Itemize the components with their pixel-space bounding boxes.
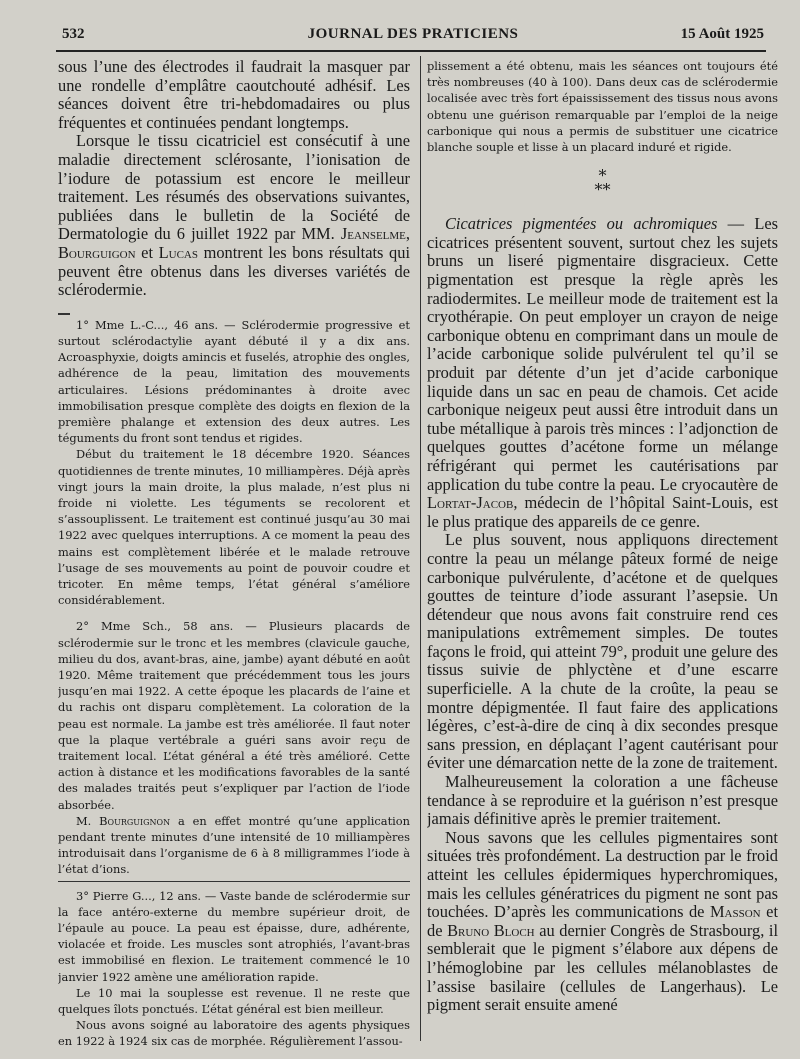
asterism-bottom: **	[594, 180, 611, 200]
paragraph: Malheureusement la coloration a une fâcheuse tendance à se reproduire et la guérison n’est presque jamais définitive après le premier traitement.	[427, 772, 778, 829]
section-separator-asterism	[427, 166, 778, 200]
asterism-top: *	[598, 166, 607, 186]
observation-1: 1° Mme L.-C..., 46 ans. — Sclérodermie progressive et surtout sclérodactylie ayant débuté il y a dix ans. Acroasphyxie, doigts amincis et fuselés, atrophie des ongles, adhérence de la peau, limitation des mouvements articulaires. Lésions prédominantes à droite avec immobilisation presque complète des doigts en flexion de la première phalange et extension des deux autres. Les téguments du front sont tendus et rigides.	[58, 317, 410, 446]
paragraph: Nous savons que les cellules pigmentaires sont situées très profondément. La destruction par le froid atteint les cellules épidermiques hyperchromiques, mais les cellules génératrices du pigment ne sont pas touchées. D’après les communications de Masson et de Bruno Bloch au dernier Congrès de Strasbourg, il semblerait que le pigment s’élabore aux dépens de l’hémoglobine par les cellules mélanoblastes de l’assise basilaire (cellules de Langerhaus). Le pigment serait ensuite amené	[427, 827, 778, 1015]
page-header	[62, 26, 764, 48]
mark-rule	[58, 313, 70, 315]
section-rule	[58, 881, 410, 882]
paragraph: sous l’une des électrodes il faudrait la masquer par une rondelle d’emplâtre caoutchouté adhésif. Les séances doivent être tri-hebdomadaires ou plus fréquentes et continuées pendant longtemps.	[58, 58, 410, 132]
paragraph: Lorsque le tissu cicatriciel est consécutif à une maladie directement sclérosante, l’ionisation de l’iodure de potassium est encore le meilleur traitement. Les résumés des observations suivantes, publiées dans le bulletin de la Société de Dermatologie du 6 juillet 1922 par MM. Jeanselme, Bourguigon et Lucas montrent les bons résultats qui peuvent être obtenus dans les diverses variétés de sclérodermie.	[58, 131, 410, 300]
paragraph: Cicatrices pigmentées ou achromiques — Les cicatrices présentent souvent, surtout chez les sujets bruns un liseré pigmentaire disgracieux. Cette pigmentation est presque la règle après les radiodermites. Le meilleur mode de traitement est la cryothérapie. On peut employer un crayon de neige carbonique obtenu en comprimant dans un moule de l’acide carbonique solide pulvérulent tel qu’il se produit par détente d’un jet d’acide carbonique liquide dans un sac en peau de chamois. Cet acide carbonique neigeux peut aussi être introduit dans un tube métallique à parois très minces : l’adjonction de quelques gouttes d’acétone forme un mélange réfrigérant qui permet les cautérisations par application du tube contre la peau. Le cryocautère de Lortat-Jacob, médecin de l’hôpital Saint-Louis, est le plus pratique des appareils de ce genre.	[427, 214, 778, 531]
continued-paragraph: plissement a été obtenu, mais les séances ont toujours été très nombreuses (40 à 100). Dans deux cas de sclérodermie localisée avec très fort épaississement des tissus nous avons obtenu une guérison remarquable par l’emploi de la neige carbonique qui nous a permis de substituer une cicatrice blanche souple et lisse à un placard induré et rigide.	[427, 59, 778, 155]
spacer	[58, 608, 410, 618]
issue-date: 15 Août 1925	[680, 26, 764, 42]
spacer	[58, 300, 410, 313]
observation-3-followup: Le 10 mai la souplesse est revenue. Il ne reste que quelques îlots ponctués. L’état général est bien meilleur.	[58, 985, 410, 1017]
observation-2: 2° Mme Sch., 58 ans. — Plusieurs placards de sclérodermie sur le tronc et les membres (clavicule gauche, milieu du dos, avant-bras, aine, jambe) ayant débuté en août 1920. Même traitement que précédemment tous les jours jusqu’en mai 1922. A cette époque les placards de l’aine et du rachis ont disparu complètement. La coloration de la peau est normale. La jambe est très améliorée. Il faut noter que la plaque vertébrale a guéri sans avoir reçu de traitement local. L’état général a été très amélioré. Cette action à distance et les modifications favorables de la santé des malades traités peut s’expliquer par l’action de l’iode absorbée.	[58, 619, 410, 812]
observation-1-followup: Début du traitement le 18 décembre 1920. Séances quotidiennes de trente minutes, 10 milliampères. Déjà après vingt jours la main droite, la plus malade, n’est plus ni froide ni violette. Les téguments se recolorent et s’assouplissent. Le traitement est continué jusqu’au 30 mai 1922 avec quelques interruptions. A ce moment la peau des mains est complètement libérée et le malade retrouve l’usage de ses mouvements au point de pouvoir coudre et tricoter. En même temps, l’état général s’améliore considérablement.	[58, 447, 410, 608]
observation-3: 3° Pierre G..., 12 ans. — Vaste bande de sclérodermie sur la face antéro-externe du membre supérieur droit, de l’épaule au pouce. La peau est épaisse, dure, adhérente, violacée et froide. Les muscles sont atrophiés, l’avant-bras est immobilisé en flexion. Le traitement commencé le 10 janvier 1922 amène une amélioration rapide.	[58, 888, 410, 984]
left-column	[58, 58, 410, 1050]
observation-3-summary: Nous avons soigné au laboratoire des agents physiques en 1922 à 1924 six cas de morphée. Régulièrement l’assou-	[58, 1018, 410, 1049]
column-divider	[420, 56, 421, 1041]
journal-title: JOURNAL DES PRATICIENS	[307, 26, 519, 42]
section-title: Cicatrices pigmentées ou achromiques	[445, 214, 718, 234]
observation-2-followup: M. Bourguignon a en effet montré qu’une application pendant trente minutes d’une intensité de 10 milliampères introduisait dans l’organisme de 6 à 8 milligrammes l’iode à l’état d’ions.	[58, 813, 410, 877]
header-rule	[56, 50, 766, 52]
paragraph: Le plus souvent, nous appliquons directement contre la peau un mélange pâteux formé de neige carbonique pulvérulente, d’acétone et de quelques gouttes de teinture d’iode assurant l’asepsie. Un détendeur que nous avons fait construire rend ces manipulations extrêmement simples. De toutes façons le froid, qui atteint 79°, produit une gelure des tissus suivie de phlyctène et d’une escarre superficielle. A la chute de la croûte, la peau se montre dépigmentée. Il faut faire des applications légères, c’est-à-dire de cinq à dix secondes presque sans pression, en déplaçant l’agent cautérisant pour éviter une démarcation nette de la zone de traitement.	[427, 530, 778, 773]
page-number: 532	[62, 26, 85, 42]
right-column	[427, 58, 778, 1015]
